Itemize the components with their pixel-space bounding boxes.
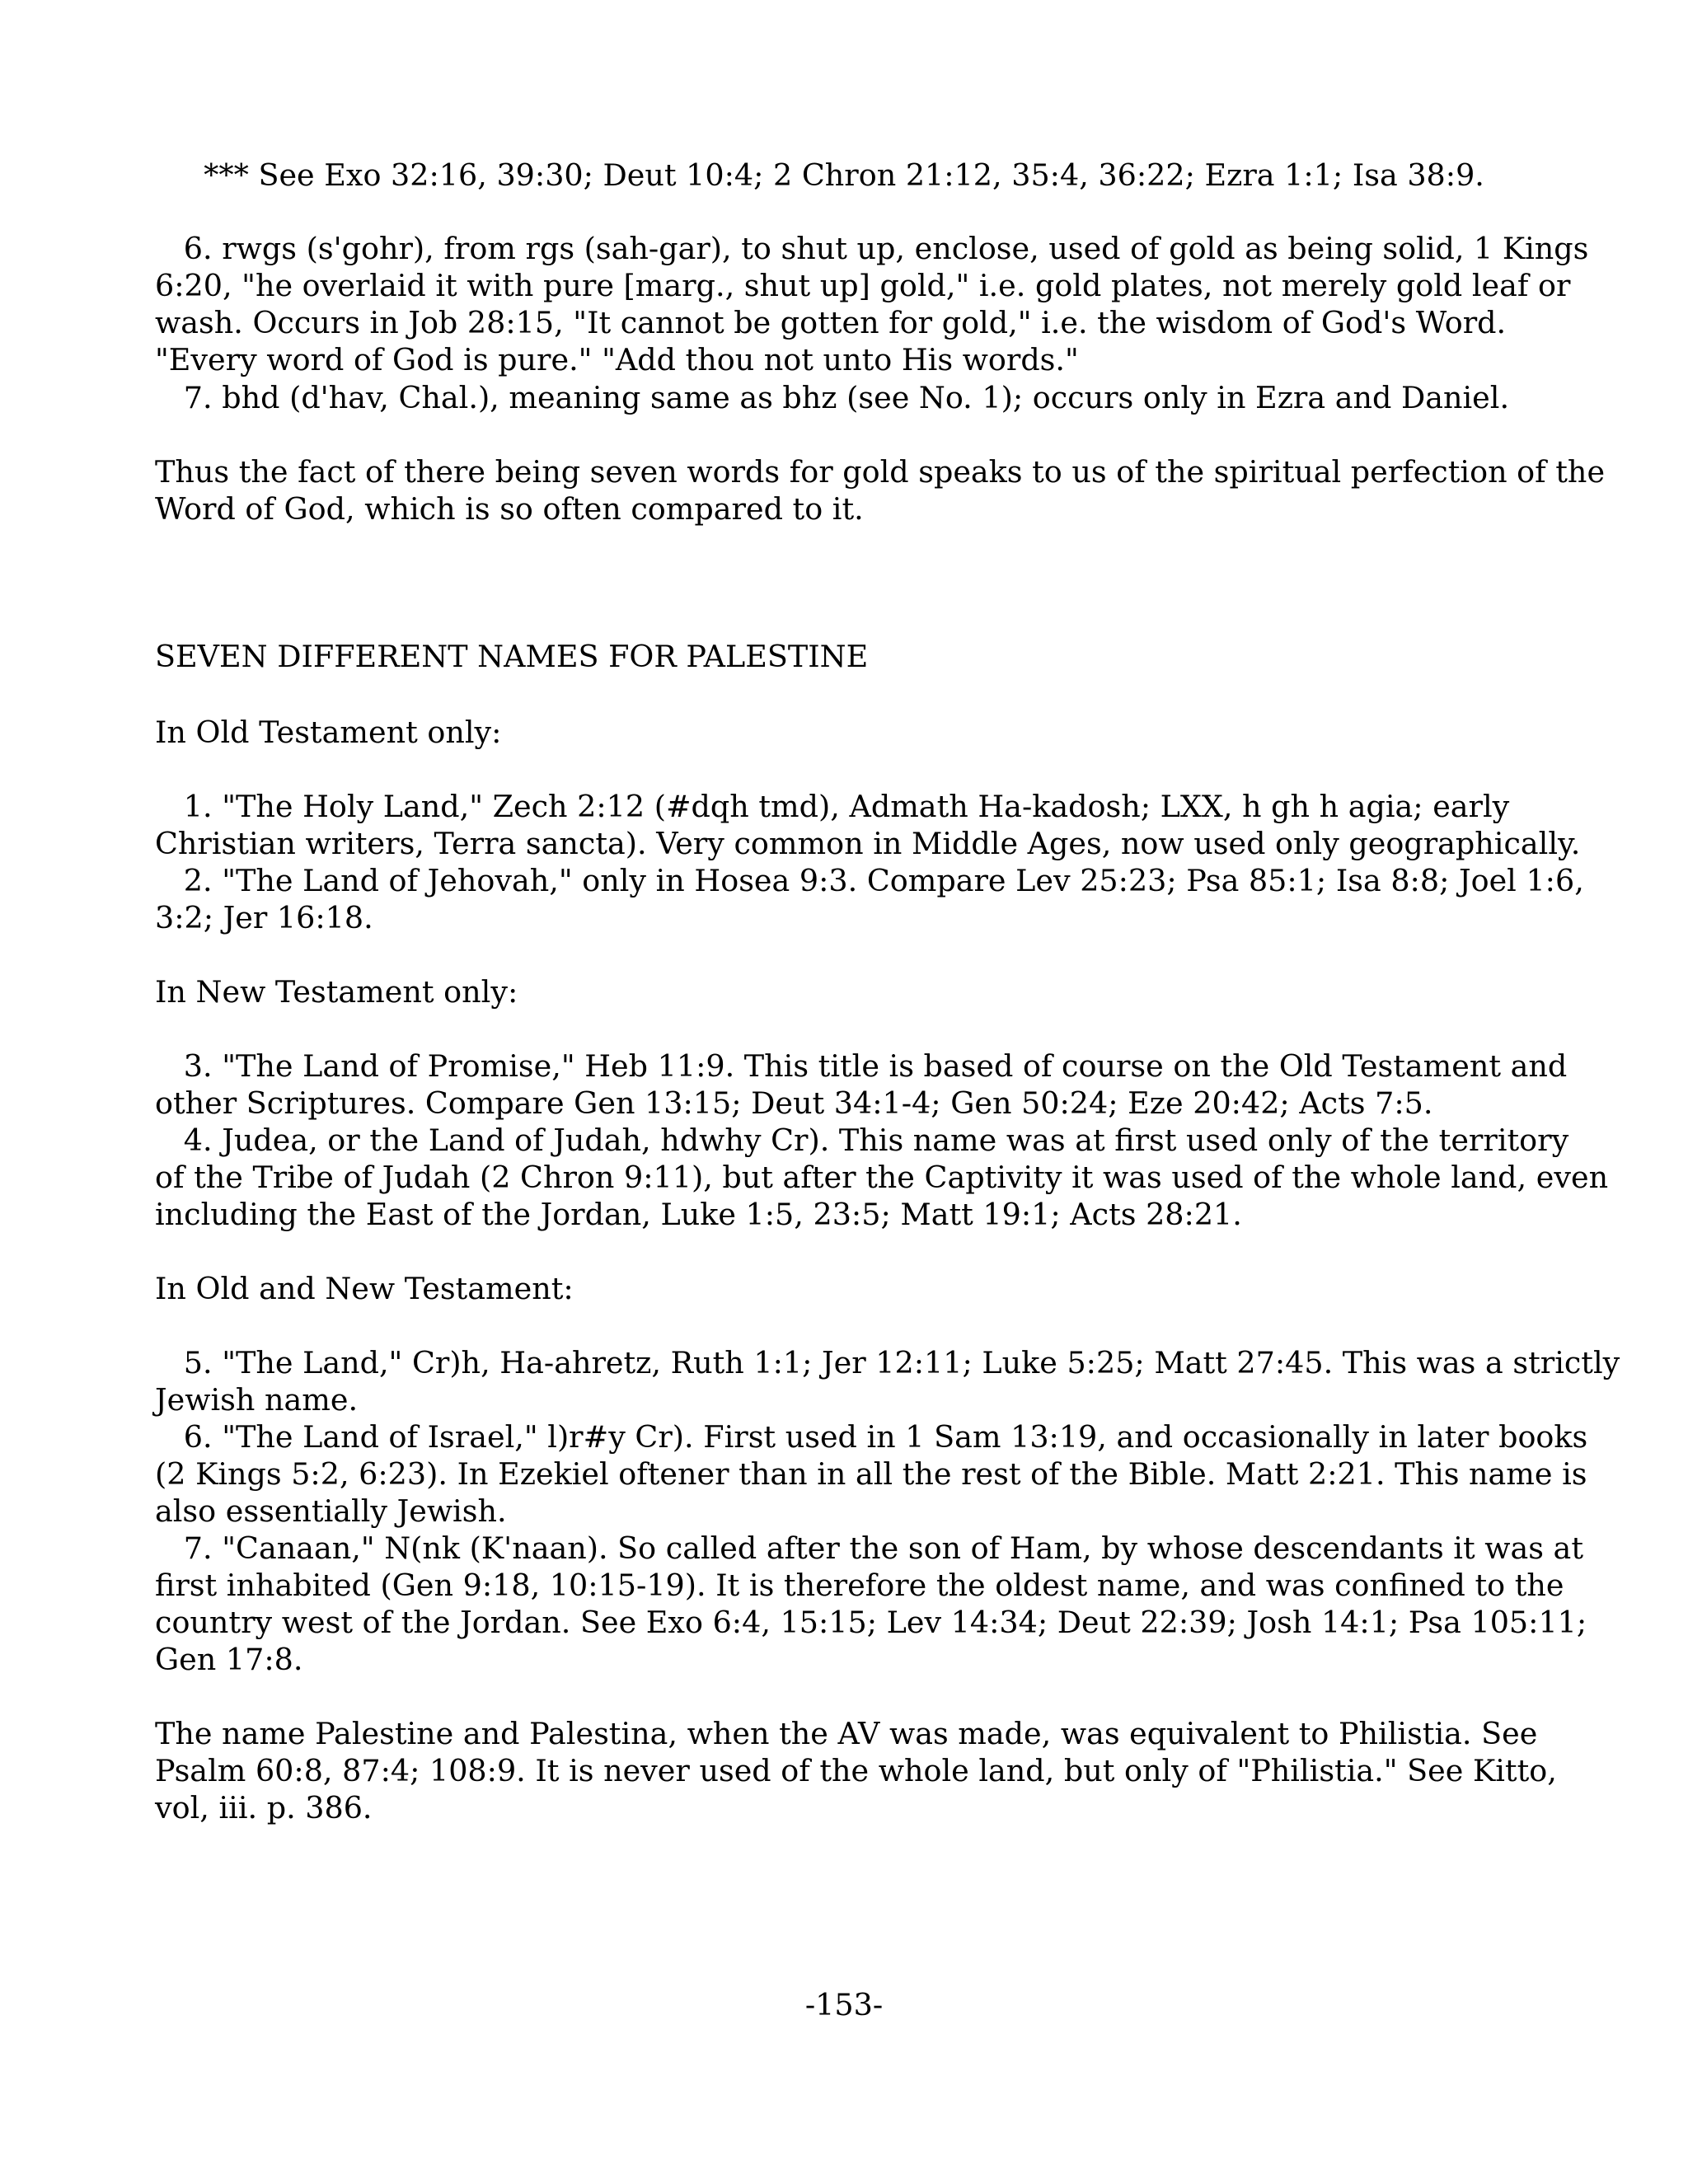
text-line: 3:2; Jer 16:18. [155, 900, 373, 935]
text-line: The name Palestine and Palestina, when the AV was made, was equivalent to Philistia. See [155, 1716, 1538, 1751]
section-title: SEVEN DIFFERENT NAMES FOR PALESTINE [155, 639, 869, 674]
text-line: 6. rwgs (s'gohr), from rgs (sah-gar), to shut up, enclose, used of gold as being solid, 1 Kings [155, 231, 1589, 266]
text-line: 2. "The Land of Jehovah," only in Hosea 9:3. Compare Lev 25:23; Psa 85:1; Isa 8:8; Joel 1:6, [155, 863, 1584, 898]
text-line: Gen 17:8. [155, 1642, 303, 1677]
text-line: Word of God, which is so often compared to it. [155, 491, 864, 527]
text-line: Psalm 60:8, 87:4; 108:9. It is never used of the whole land, but only of "Philistia." See Kitto, [155, 1753, 1557, 1788]
palestine-item-6 [155, 1418, 1588, 1530]
text-line: wash. Occurs in Job 28:15, "It cannot be gotten for gold," i.e. the wisdom of God's Word. [155, 305, 1507, 340]
text-line: Jewish name. [155, 1382, 359, 1418]
palestine-item-4 [155, 1122, 1609, 1233]
text-line: vol, iii. p. 386. [155, 1790, 373, 1825]
text-line: first inhabited (Gen 9:18, 10:15-19). It is therefore the oldest name, and was confined to the [155, 1568, 1564, 1603]
palestine-item-5 [155, 1344, 1620, 1418]
text-line: 5. "The Land," Cr)h, Ha-ahretz, Ruth 1:1; Jer 12:11; Luke 5:25; Matt 27:45. This was a strictly [155, 1345, 1620, 1380]
palestine-item-2 [155, 862, 1584, 936]
text-line: 6. "The Land of Israel," l)r#y Cr). First used in 1 Sam 13:19, and occasionally in later books [155, 1419, 1588, 1455]
nt-heading: In New Testament only: [155, 974, 518, 1010]
text-line: (2 Kings 5:2, 6:23). In Ezekiel oftener than in all the rest of the Bible. Matt 2:21. This name is [155, 1456, 1587, 1492]
text-line: of the Tribe of Judah (2 Chron 9:11), but after the Captivity it was used of the whole land, even [155, 1160, 1609, 1195]
text-line: "Every word of God is pure." "Add thou not unto His words." [155, 342, 1079, 377]
gold-item-7 [155, 379, 1540, 416]
both-heading: In Old and New Testament: [155, 1271, 574, 1306]
footnote-line: *** See Exo 32:16, 39:30; Deut 10:4; 2 Chron 21:12, 35:4, 36:22; Ezra 1:1; Isa 38:9. [204, 157, 1484, 193]
text-line: including the East of the Jordan, Luke 1:5, 23:5; Matt 19:1; Acts 28:21. [155, 1197, 1242, 1232]
page-number: -153- [804, 1987, 884, 2022]
text-line: Christian writers, Terra sancta). Very common in Middle Ages, now used only geographically. [155, 826, 1581, 861]
text-line: 6:20, "he overlaid it with pure [marg., shut up] gold," i.e. gold plates, not merely gold leaf or [155, 268, 1571, 303]
ot-heading: In Old Testament only: [155, 715, 502, 750]
text-line: also essentially Jewish. [155, 1493, 507, 1529]
text-line: other Scriptures. Compare Gen 13:15; Deut 34:1-4; Gen 50:24; Eze 20:42; Acts 7:5. [155, 1085, 1433, 1121]
text-line: 7. bhd (d'hav, Chal.), meaning same as bhz (see No. 1); occurs only in Ezra and Daniel. [155, 380, 1510, 415]
palestine-item-7 [155, 1530, 1587, 1678]
text-line: Thus the fact of there being seven words for gold speaks to us of the spiritual perfection of the [155, 454, 1606, 490]
gold-item-6 [155, 230, 1589, 378]
palestine-item-3 [155, 1047, 1568, 1122]
text-line: 1. "The Holy Land," Zech 2:12 (#dqh tmd), Admath Ha-kadosh; LXX, h gh h agia; early [155, 789, 1510, 824]
text-line: 7. "Canaan," N(nk (K'naan). So called after the son of Ham, by whose descendants it was at [155, 1530, 1583, 1566]
palestine-item-1 [155, 788, 1581, 862]
text-line: 4. Judea, or the Land of Judah, hdwhy Cr). This name was at first used only of the territory [155, 1122, 1569, 1158]
closing-paragraph [155, 1715, 1557, 1826]
gold-conclusion [155, 453, 1606, 527]
text-line: 3. "The Land of Promise," Heb 11:9. This title is based of course on the Old Testament and [155, 1048, 1568, 1084]
text-line: country west of the Jordan. See Exo 6:4, 15:15; Lev 14:34; Deut 22:39; Josh 14:1; Psa 105:11; [155, 1605, 1587, 1640]
